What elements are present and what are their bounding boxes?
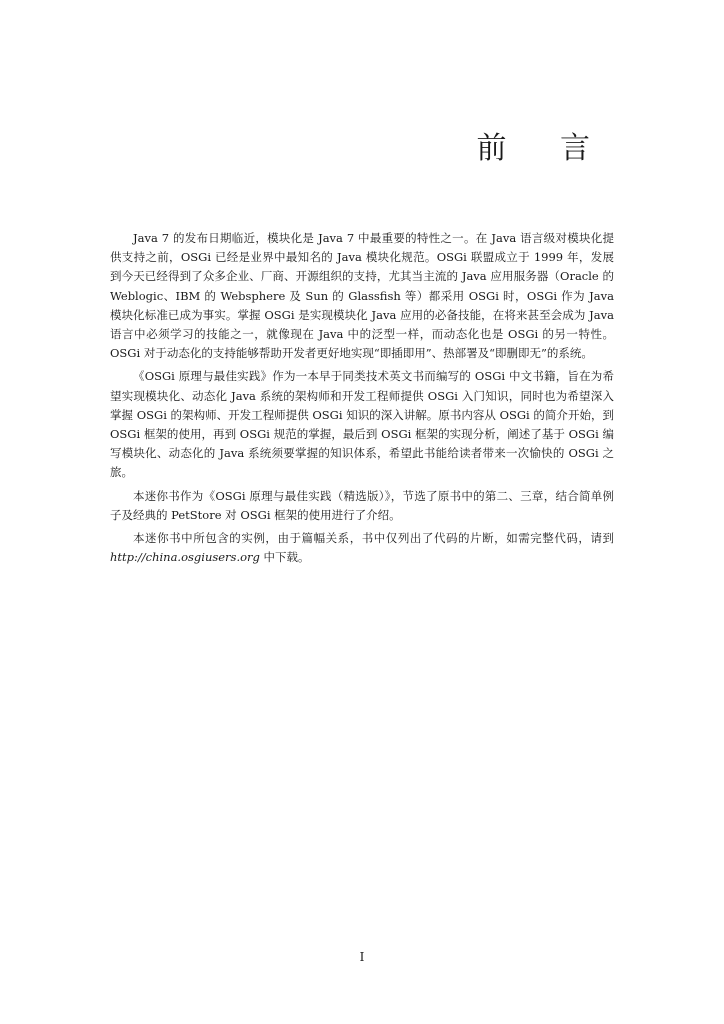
preface-body bbox=[110, 229, 614, 571]
paragraph-1: Java 7 的发布日期临近，模块化是 Java 7 中最重要的特性之一。在 Java 语言级对模块化提供支持之前，OSGi 已经是业界中最知名的 Java 模块化规范。OSGi 联盟成立于 1999 年，发展到今天已经得到了众多企业、厂商、开源组织的支持，尤其当主流的 Java 应用服务器（Oracle 的 Weblogic、IBM 的 Websphere 及 Sun 的 Glassfish 等）都采用 OSGi 时，OSGi 作为 Java 模块化标准已成为事实。掌握 OSGi 是实现模块化 Java 应用的必备技能，在将来甚至会成为 Java 语言中必须学习的技能之一，就像现在 Java 中的泛型一样，而动态化也是 OSGi 的另一特性。OSGi 对于动态化的支持能够帮助开发者更好地实现“即插即用”、热部署及“即删即无”的系统。 bbox=[110, 231, 614, 361]
page-title: 前 言 bbox=[476, 131, 612, 166]
download-link[interactable]: http://china.osgiusers.org bbox=[110, 550, 260, 565]
page-number: I bbox=[359, 950, 365, 964]
paragraph-3: 本迷你书作为《OSGi 原理与最佳实践（精选版）》，节选了原书中的第二、三章，结合简单例子及经典的 PetStore 对 OSGi 框架的使用进行了介绍。 bbox=[110, 488, 614, 522]
paragraph-4-tail: 中下载。 bbox=[259, 550, 310, 565]
paragraph-4 bbox=[110, 529, 614, 567]
paragraph-4-text: 本迷你书中所包含的实例，由于篇幅关系，书中仅列出了代码的片断，如需完整代码，请到 bbox=[133, 531, 614, 546]
paragraph-2: 《OSGi 原理与最佳实践》作为一本早于同类技术英文书而编写的 OSGi 中文书籍，旨在为希望实现模块化、动态化 Java 系统的架构师和开发工程师提供 OSGi 入门知识，同时也为希望深入掌握 OSGi 的架构师、开发工程师提供 OSGi 知识的深入讲解。原书内容从 OSGi 的简介开始，到 OSGi 框架的使用，再到 OSGi 规范的掌握，最后到 OSGi 框架的实现分析，阐述了基于 OSGi 编写模块化、动态化的 Java 系统须要掌握的知识体系，希望此书能给读者带来一次愉快的 OSGi 之旅。 bbox=[110, 369, 614, 480]
